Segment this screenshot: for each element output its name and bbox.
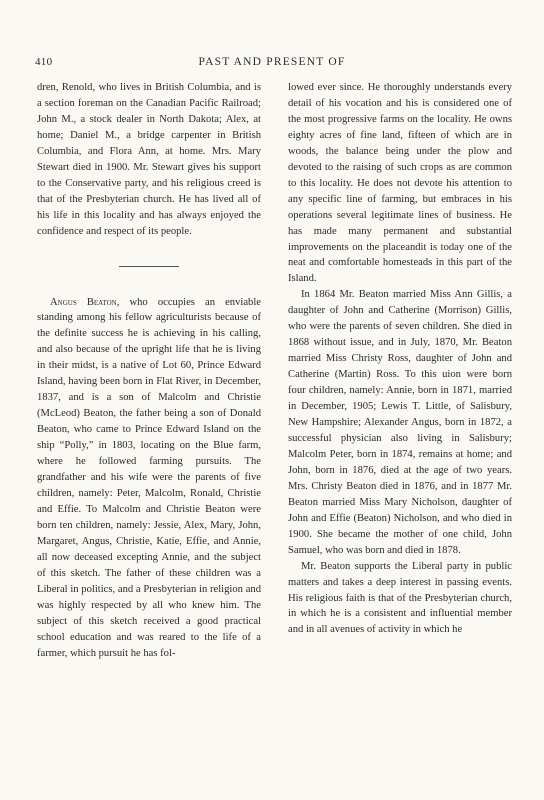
left-column bbox=[37, 80, 261, 661]
stewart-paragraph: dren, Renold, who lives in British Columbia, and is a section foreman on the Canadian Pacific Railroad; John M., a stock dealer in North Dakota; Alex, at home; Daniel M., a bridge carpenter in British Columbia, and Flora Ann, at home. Mrs. Mary Stewart died in 1900. Mr. Stewart gives his support to the Conservative party, and his religious creed is that of the Presbyterian church. He has lived all of his life in this locality and has always enjoyed the confidence and respect of its people. bbox=[37, 82, 261, 237]
farming-paragraph: lowed ever since. He thoroughly understands every detail of his vocation and his is considered one of the most progressive farms on the locality. He owns eighty acres of fine land, fifteen of which are in woods, the balance being under the plow and devoted to the raising of such crops as are common to this locality. He does not devote his attention to any specific line of farming, but embraces in his operations several legitimate lines of business. He has made many permanent and substantial improvements on the placeandit is today one of the neat and comfortable homesteads in this part of the Island. bbox=[288, 82, 512, 285]
right-column bbox=[288, 80, 512, 638]
subject-name: Angus Beaton, bbox=[50, 296, 120, 308]
section-divider bbox=[119, 266, 179, 267]
page-number: 410 bbox=[35, 56, 53, 68]
beaton-intro-text: who occupies an enviable standing among his fellow agriculturists because of the definite success he is achieving in his calling, and also because of the upright life that he is living in their midst, is a native of Lot 60, Prince Edward Island, having been born in Flat River, in December, 1837, and is a son of Malcolm and Christie (McLeod) Beaton, the father being a son of Donald Beaton, who came to Prince Edward Island on the ship “Polly,” in 1803, locating on the Blue farm, where he followed farming pursuits. The grandfather and his wife were the parents of five children, namely: Peter, Malcolm, Ronald, Christie and Effie. To Malcolm and Christie Beaton were born ten children, namely: Jessie, Alex, Mary, John, Margaret, Angus, Christie, Katie, Effie, and Annie, all now deceased excepting Annie, and the subject of this sketch. The father of these children was a Liberal in politics, and a Presbyterian in religion and was highly respected by all who knew him. The subject of this sketch received a good practical school education and was reared to the life of a farmer, which pursuit he has fol- bbox=[37, 296, 261, 659]
marriage-paragraph: In 1864 Mr. Beaton married Miss Ann Gillis, a daughter of John and Catherine (Morrison) Gillis, who were the parents of seven children. She died in 1868 without issue, and in July, 1870, Mr. Beaton married Miss Christy Ross, daughter of John and Catherine (Martin) Ross. To this uion were born four children, namely: Annie, born in 1871, married in December, 1905; Lewis T. Little, of Salisbury, New Hampshire; Alexander Angus, born in 1872, a successful physician also living in Salisbury; Malcolm Peter, born in 1874, remains at home; and John, born in 1876, died at the age of two years. Mrs. Christy Beaton died in 1876, and in 1877 Mr. Beaton married Miss Mary Nicholson, daughter of John and Effie (Beaton) Nicholson, and who died in 1900. She became the mother of one child, John Samuel, who was born and died in 1878. bbox=[288, 289, 512, 556]
beaton-intro-paragraph bbox=[37, 295, 261, 662]
running-title: PAST AND PRESENT OF bbox=[198, 56, 346, 68]
politics-paragraph: Mr. Beaton supports the Liberal party in public matters and takes a deep interest in passing events. His religious faith is that of the Presbyterian church, in which he is a consistent and influential member and in all avenues of activity in which he bbox=[288, 560, 512, 636]
